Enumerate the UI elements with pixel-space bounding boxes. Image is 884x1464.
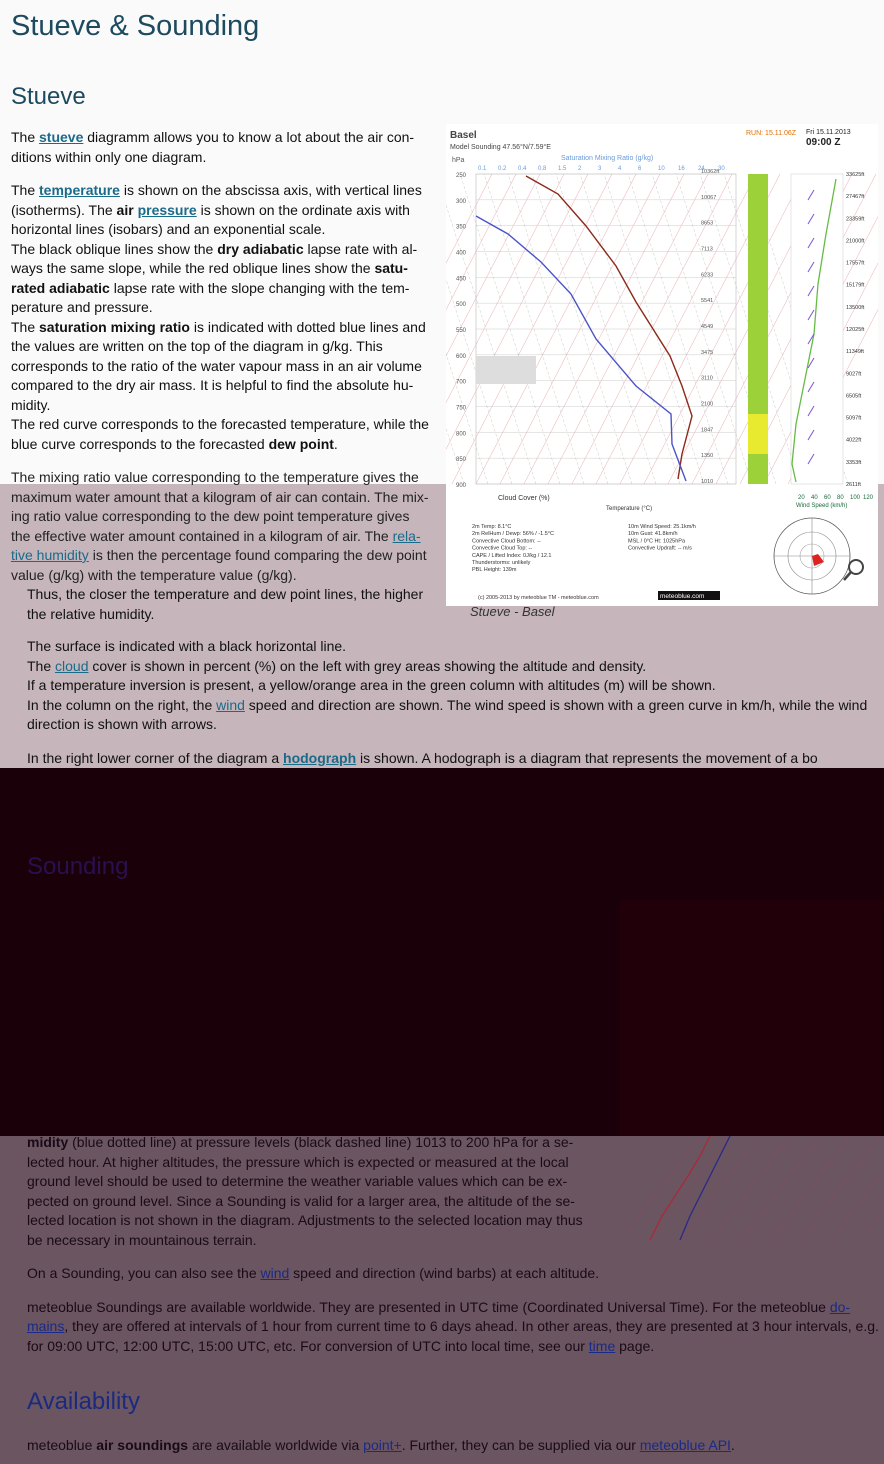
paragraph-closer-lines: Thus, the closer the temperature and dew point lines, the higher the relative humidity. bbox=[27, 586, 424, 622]
stat-right: MSL / 0°C Ht: 1025hPa bbox=[628, 538, 686, 545]
mixing-tick: 10 bbox=[658, 166, 665, 172]
paragraph-stueve-intro: The stueve diagramm allows you to know a lot about the air con-ditions within only one diagram. bbox=[11, 129, 415, 165]
stats-right bbox=[628, 524, 696, 552]
altitude-label: 8653 bbox=[701, 220, 714, 227]
paragraph-mixing-ratio: The saturation mixing ratio is indicated with dotted blue lines and the values are written on the top of the diagram in g/kg. This corresponds to the ratio of the water vapour mass in an air volume compared to the dry air mass. It is helpful to find the absolute hu-midity. bbox=[11, 318, 426, 413]
stat-left: Thunderstorms: unlikely bbox=[472, 560, 531, 566]
sounding-grid-line bbox=[680, 1136, 760, 1242]
paragraph-sounding-wind: On a Sounding, you can also see the wind speed and direction (wind barbs) at each altitude. bbox=[27, 1265, 600, 1281]
mixing-tick: 0.2 bbox=[498, 166, 507, 172]
mixing-tick: 1.5 bbox=[558, 166, 567, 172]
pressure-tick: 750 bbox=[456, 405, 467, 412]
altitude-label: 1350 bbox=[701, 453, 714, 460]
right-altitude-label: 9027ft bbox=[846, 371, 862, 378]
stat-left: CAPE / Lifted Index: 0J/kg / 12.1 bbox=[472, 552, 552, 559]
stueve-diagram-svg bbox=[446, 124, 878, 606]
right-altitude-label: 21000ft bbox=[846, 238, 865, 245]
wind-column bbox=[791, 174, 843, 484]
right-altitude-label: 2611ft bbox=[846, 482, 861, 488]
pressure-tick: 250 bbox=[456, 173, 467, 179]
right-altitude-label: 6505ft bbox=[846, 393, 862, 400]
altitude-label: 3110 bbox=[701, 375, 713, 382]
link-time[interactable]: time bbox=[588, 1337, 616, 1354]
altitude-label: 10362ft bbox=[701, 169, 720, 175]
stueve-intro-text bbox=[11, 128, 429, 624]
link-relative-humidity[interactable]: rela-tive humidity bbox=[11, 527, 421, 563]
pressure-ticks bbox=[456, 173, 467, 489]
wind-frame bbox=[791, 174, 843, 484]
altitude-label: 5541 bbox=[701, 298, 714, 305]
sounding-text bbox=[27, 1133, 595, 1250]
pressure-tick: 500 bbox=[456, 302, 467, 309]
right-altitude-label: 13500ft bbox=[846, 304, 865, 311]
figure-time: 09:00 Z bbox=[806, 137, 841, 148]
paragraph-surface: The surface is indicated with a black horizontal line. bbox=[27, 638, 347, 654]
figure-caption: Stueve - Basel bbox=[470, 604, 555, 619]
paragraph-sounding-availability: meteoblue Soundings are available worldwide. They are presented in UTC time (Coordinated Universal Time). For the meteoblue do-mains, they are offered at intervals of 1 hour from current time to 6 days ahead. In other areas, they are presented at 3 hour intervals, e.g. for 09:00 UTC, 12:00 UTC, 15:00 UTC, etc. For conversion of UTC into local time, see our time page. bbox=[27, 1298, 879, 1354]
figure-run: RUN: 15.11.06Z bbox=[746, 130, 797, 137]
link-cloud[interactable]: cloud bbox=[55, 657, 89, 674]
cloud-area bbox=[476, 356, 536, 384]
mixing-tick: 3 bbox=[598, 166, 602, 172]
paragraph-cloud: The cloud cover is shown in percent (%) on the left with grey areas showing the altitude and density. bbox=[27, 657, 647, 674]
pressure-tick: 550 bbox=[456, 328, 467, 334]
sounding-figure-hidden bbox=[620, 900, 882, 1136]
right-altitude-label: 3353ft bbox=[846, 459, 862, 466]
sounding-grid-line bbox=[770, 1136, 850, 1242]
section-heading-sounding: Sounding bbox=[27, 853, 129, 880]
figure-date: Fri 15.11.2013 bbox=[806, 129, 851, 136]
wind-tick: 80 bbox=[837, 495, 844, 501]
link-meteoblue-api[interactable]: meteoblue API bbox=[639, 1437, 731, 1453]
stat-right: 10m Wind Speed: 25.1km/h bbox=[628, 524, 696, 530]
sounding-grid-line bbox=[650, 1136, 730, 1242]
sounding-diagram bbox=[620, 1136, 882, 1242]
paragraph-curves: The red curve corresponds to the forecasted temperature, while the blue curve corresponds to the forecasted dew point. bbox=[11, 416, 429, 452]
stat-right: 10m Gust: 41.8km/h bbox=[628, 531, 678, 538]
figure-location: Basel bbox=[450, 130, 477, 141]
stat-left: 2m RelHum / Dewp: 56% / -1.5°C bbox=[472, 531, 554, 538]
paragraph-inversion: If a temperature inversion is present, a yellow/orange area in the green column with altitudes (m) will be shown. bbox=[27, 677, 716, 693]
pressure-tick: 700 bbox=[456, 379, 467, 386]
mixing-tick: 0.1 bbox=[478, 166, 487, 172]
pressure-tick: 600 bbox=[456, 353, 467, 360]
mixing-ratio-ticks bbox=[478, 166, 725, 172]
pressure-tick: 300 bbox=[456, 198, 467, 205]
right-altitude-labels bbox=[846, 172, 865, 488]
stat-left: Convective Cloud Bottom: -- bbox=[472, 538, 541, 545]
altitude-label: 4549 bbox=[701, 324, 714, 330]
altitude-label: 3475 bbox=[701, 349, 714, 356]
pressure-tick: 850 bbox=[456, 457, 467, 464]
stat-right: Convective Updraft: -- m/s bbox=[628, 545, 692, 552]
right-altitude-label: 11349ft bbox=[846, 349, 864, 356]
figure-x-label: Temperature (°C) bbox=[606, 506, 653, 512]
sounding-grid-line bbox=[800, 1136, 880, 1242]
right-altitude-label: 23359ft bbox=[846, 216, 865, 223]
mixing-tick: 16 bbox=[678, 166, 685, 172]
link-pressure[interactable]: pressure bbox=[137, 201, 197, 218]
link-domains[interactable]: do-mains bbox=[27, 1298, 851, 1334]
right-altitude-label: 4022ft bbox=[846, 437, 862, 444]
pressure-tick: 900 bbox=[456, 483, 467, 489]
sounding-dewpoint-curve bbox=[650, 1136, 710, 1240]
figure-hpa-label: hPa bbox=[452, 157, 465, 164]
altitude-label: 6233 bbox=[701, 272, 714, 279]
stueve-details-text bbox=[27, 637, 879, 768]
availability-text bbox=[27, 1436, 879, 1456]
figure-top-label: Saturation Mixing Ratio (g/kg) bbox=[561, 155, 654, 162]
altitude-label: 1010 bbox=[701, 479, 714, 485]
section-heading-availability: Availability bbox=[27, 1388, 140, 1415]
right-altitude-label: 17557ft bbox=[846, 260, 865, 267]
wind-tick: 100 bbox=[850, 495, 861, 501]
link-point-plus[interactable]: point+ bbox=[363, 1437, 402, 1453]
figure-model-line: Model Sounding 47.56°N/7.59°E bbox=[450, 144, 551, 151]
paragraph-wind: In the column on the right, the wind speed and direction are shown. The wind speed is shown with a green curve in km/h, while the wind direction is shown with arrows. bbox=[27, 696, 868, 732]
sounding-grid-line bbox=[620, 1136, 700, 1242]
section-heading-stueve: Stueve bbox=[11, 83, 86, 110]
sounding-diagram-svg bbox=[620, 1136, 882, 1242]
figure-wind-label: Wind Speed (km/h) bbox=[796, 503, 848, 509]
wind-tick: 20 bbox=[798, 495, 805, 501]
paragraph-hodograph: In the right lower corner of the diagram a hodograph is shown. A hodograph is a diagram that represents the movement of a bo bbox=[27, 749, 818, 766]
altitude-label: 7113 bbox=[701, 246, 713, 253]
right-altitude-label: 33625ft bbox=[846, 172, 865, 178]
mixing-tick: 0.8 bbox=[538, 166, 547, 172]
page-title: Stueve & Sounding bbox=[11, 10, 260, 42]
figure-cloud-label: Cloud Cover (%) bbox=[498, 495, 550, 502]
mixing-tick: 4 bbox=[618, 166, 622, 172]
paragraph-temperature: The temperature is shown on the abscissa axis, with vertical lines (isotherms). The air pressure is shown on the ordinate axis with horizontal lines (isobars) and an exponential scale. bbox=[11, 182, 422, 237]
stueve-diagram bbox=[446, 124, 878, 606]
stat-left: PBL Height: 139m bbox=[472, 567, 517, 574]
pressure-tick: 800 bbox=[456, 431, 467, 438]
wind-tick: 40 bbox=[811, 495, 818, 501]
zoom-icon[interactable] bbox=[849, 560, 863, 574]
sounding-more-text bbox=[27, 1264, 879, 1356]
altitude-label: 1847 bbox=[701, 427, 714, 434]
hodograph bbox=[774, 518, 863, 594]
wind-tick: 120 bbox=[863, 495, 874, 501]
mixing-tick: 24 bbox=[698, 166, 705, 172]
pressure-tick: 400 bbox=[456, 250, 467, 257]
mixing-tick: 30 bbox=[718, 166, 725, 172]
link-stueve[interactable]: stueve bbox=[39, 129, 84, 145]
wind-tick: 60 bbox=[824, 495, 831, 501]
altitude-label: 2100 bbox=[701, 401, 714, 408]
mixing-tick: 6 bbox=[638, 166, 642, 172]
pressure-tick: 450 bbox=[456, 276, 467, 283]
stat-left: 2m Temp: 8.1°C bbox=[472, 524, 512, 530]
stats-left bbox=[472, 524, 554, 573]
link-sounding-wind[interactable]: wind bbox=[260, 1265, 290, 1281]
right-altitude-label: 27467ft bbox=[846, 194, 865, 201]
figure-copyright: (c) 2005-2013 by meteoblue TM - meteoblue.com bbox=[478, 595, 599, 601]
sounding-grid-line bbox=[860, 1136, 882, 1242]
wind-ticks bbox=[798, 495, 874, 501]
right-altitude-label: 12025ft bbox=[846, 327, 865, 333]
paragraph-mixing-temperature: The mixing ratio value corresponding to the temperature gives the maximum water amount that a kilogram of air can contain. The mix-ing ratio value corresponding to the dew point temperature gives the effective water amount contained in a kilogram of air. The rela-tive humidity is then the percentage found comparing the dew point value (g/kg) with the temperature value (g/kg). bbox=[11, 469, 429, 583]
pressure-tick: 350 bbox=[456, 224, 467, 231]
stat-left: Convective Cloud Top: -- bbox=[472, 545, 533, 552]
figure-brand: meteoblue.com bbox=[660, 593, 705, 600]
right-altitude-label: 15179ft bbox=[846, 282, 865, 289]
right-altitude-label: 5097ft bbox=[846, 415, 862, 422]
paragraph-adiabatic: The black oblique lines show the dry adiabatic lapse rate with al-ways the same slope, while the red oblique lines show the satu-rated adiabatic lapse rate with the slope changing with the tem-perature and pressure. bbox=[11, 240, 418, 315]
inversion-highlight bbox=[748, 414, 768, 454]
mixing-tick: 0.4 bbox=[518, 166, 527, 172]
paragraph-availability: meteoblue air soundings are available worldwide via point+. Further, they can be supplied via our meteoblue API. bbox=[27, 1437, 735, 1453]
link-temperature[interactable]: temperature bbox=[39, 182, 120, 198]
altitude-label: 10067 bbox=[701, 194, 717, 201]
paragraph-sounding-humidity: midity (blue dotted line) at pressure levels (black dashed line) 1013 to 200 hPa for a se-lected hour. At higher altitudes, the pressure which is expected or measured at the local ground level should be used to determine the weather variable values which can be ex-pected on ground level. Since a Sounding is valid for a larger area, the altitude of the se-lected location is not shown in the diagram. Adjustments to the selected location may thus be necessary in mountainous terrain. bbox=[27, 1134, 583, 1248]
link-wind[interactable]: wind bbox=[216, 696, 245, 713]
mixing-tick: 2 bbox=[578, 166, 582, 172]
sounding-grid-line bbox=[740, 1136, 820, 1242]
sounding-temperature-curve bbox=[680, 1136, 730, 1240]
link-hodograph[interactable]: hodograph bbox=[283, 749, 357, 766]
